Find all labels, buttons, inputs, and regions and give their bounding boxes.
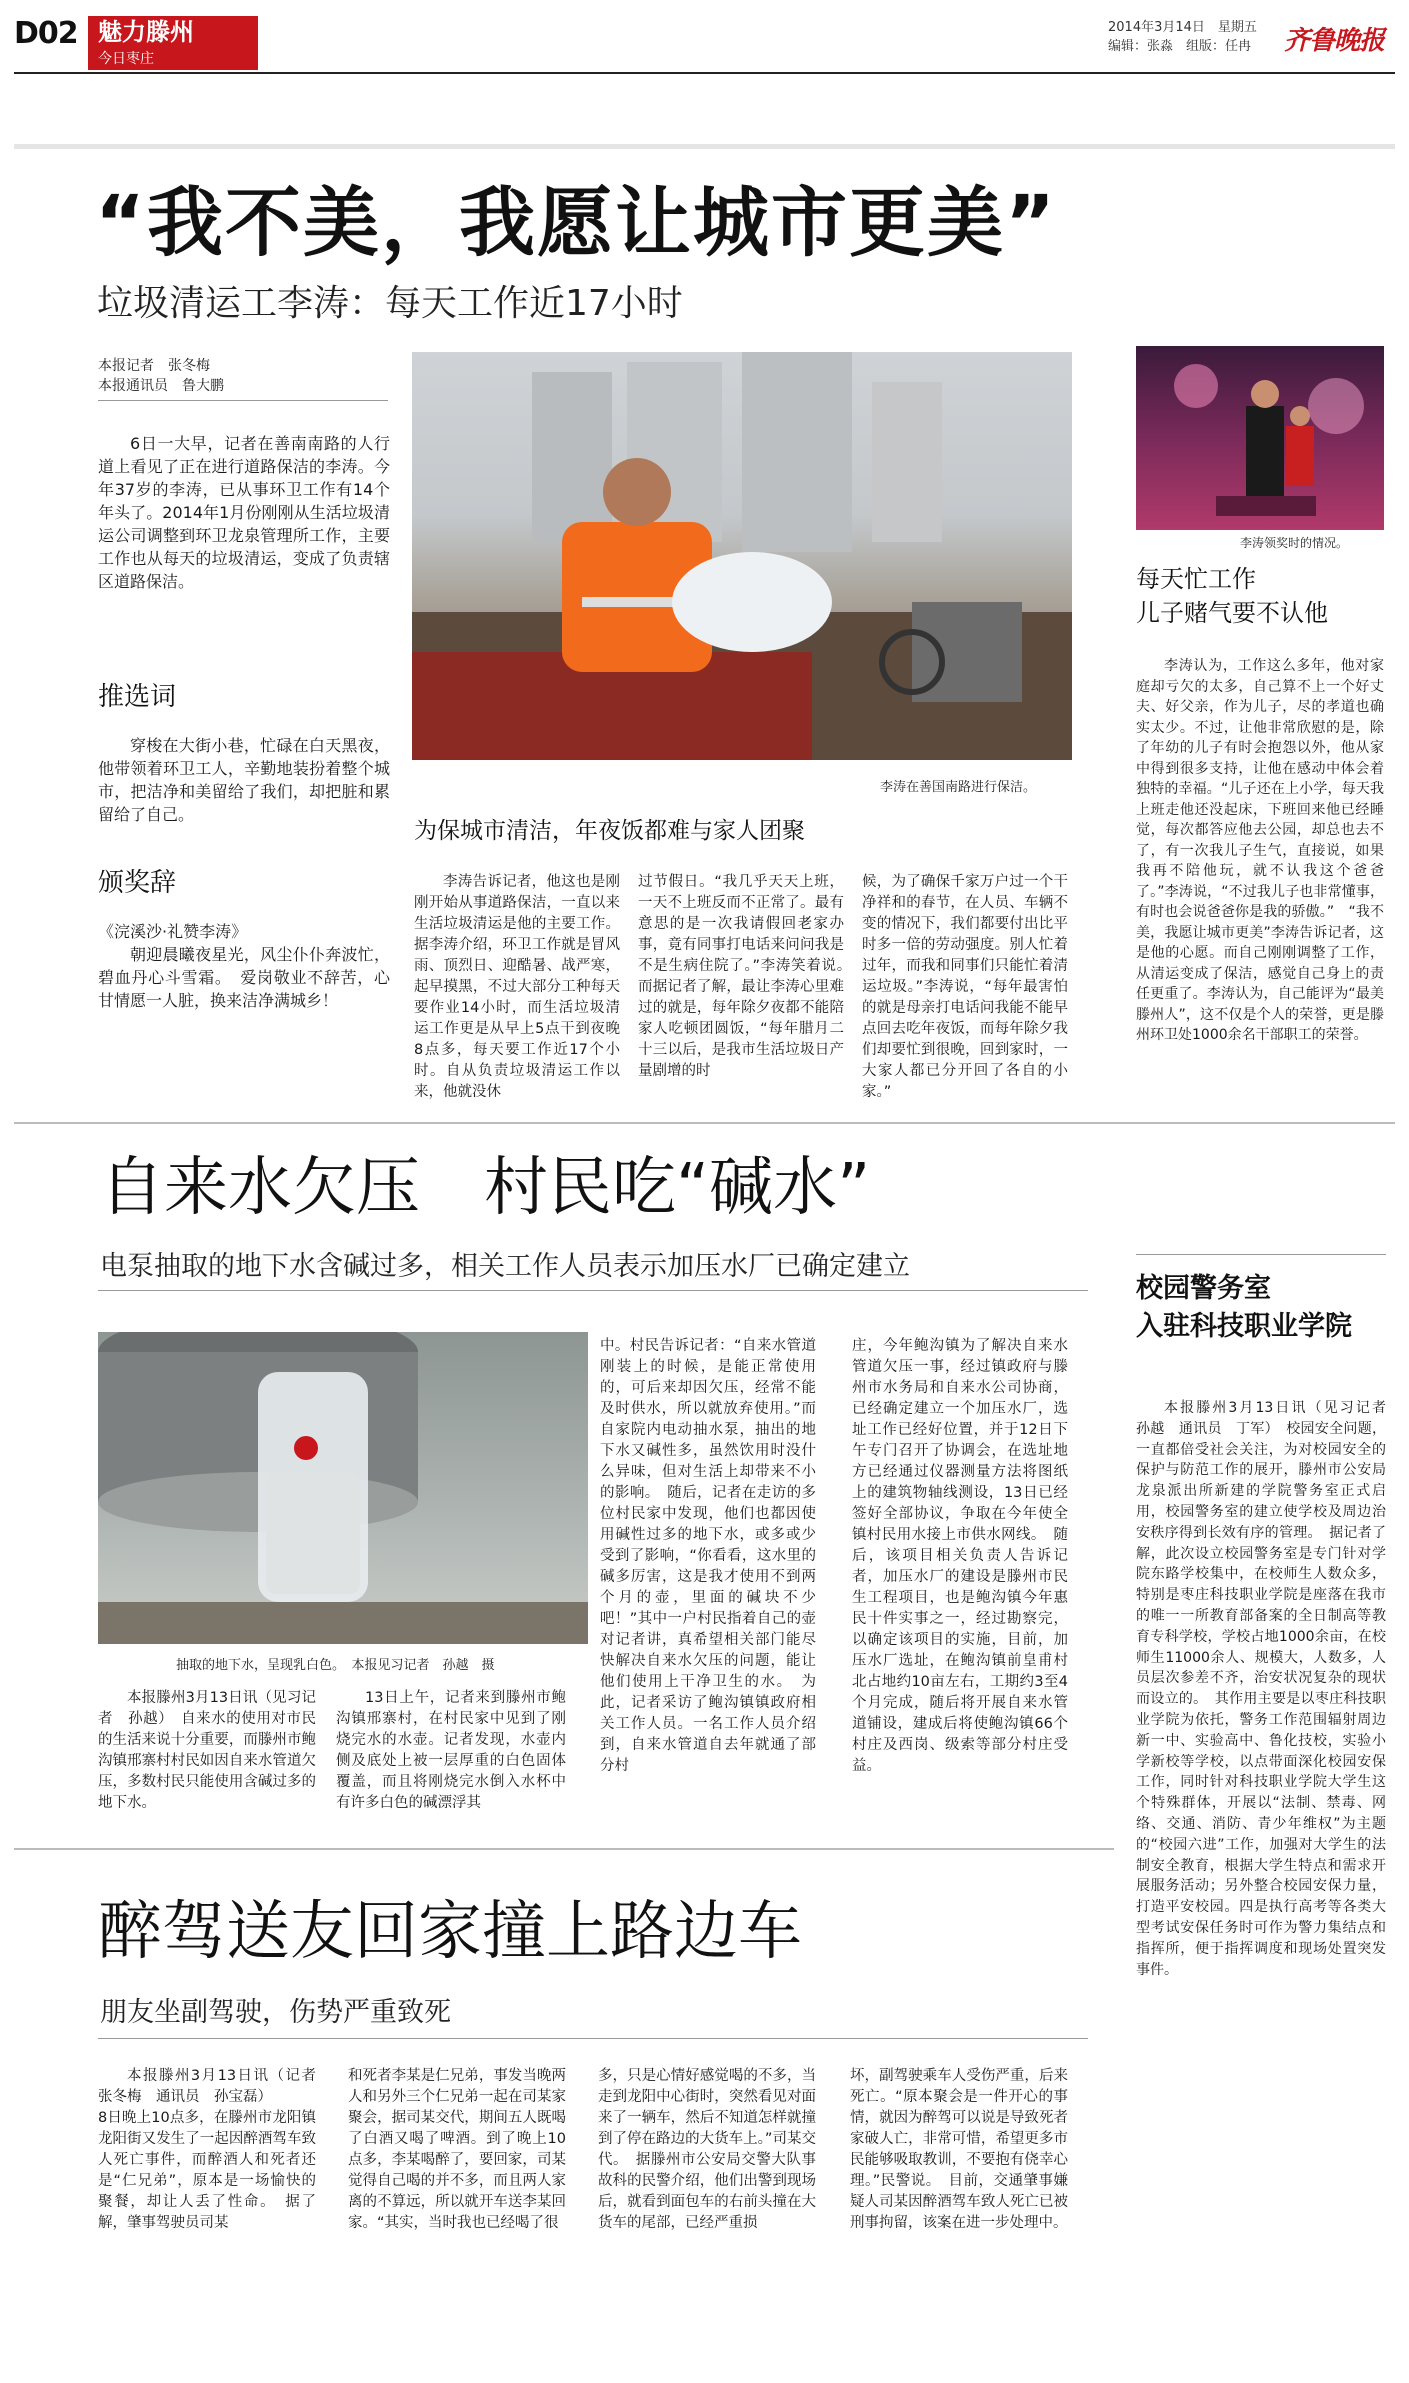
article3-body-col3 bbox=[598, 2066, 816, 2234]
article3-title: 醉驾送友回家撞上路边车 bbox=[98, 1895, 802, 1969]
side-heading-line2: 儿子赌气要不认他 bbox=[1136, 599, 1328, 627]
award-poem-text: 朝迎晨曦夜星光，风尘仆仆奔波忙，碧血丹心斗雪霜。 爱岗敬业不辞苦，心甘情愿一人脏，换来洁净满城乡！ bbox=[98, 945, 390, 1010]
sidebar2-body bbox=[1136, 1398, 1400, 1980]
top-divider bbox=[14, 144, 1395, 149]
byline-rule bbox=[98, 400, 388, 401]
award-poem-title: 《浣溪沙·礼赞李涛》 bbox=[98, 922, 248, 941]
body-paragraph: 李涛告诉记者，他这也是刚刚开始从事道路保洁，一直以来生活垃圾清运是他的主要工作。据李涛介绍，环卫工作就是冒风雨、顶烈日、迎酷暑、战严寒，起早摸黑，不过大部分工种每天要作业14小时，而生活垃圾清运工作更是从早上5点干到夜晚8点多，每天要工作近17个小时。自从负责垃圾清运工作以来，他就没休 bbox=[414, 874, 620, 1100]
subsection-label bbox=[88, 48, 258, 70]
body-paragraph: 和死者李某是仁兄弟，事发当晚两人和另外三个仁兄弟一起在司某家聚会，据司某交代，期间五人既喝了白酒又喝了啤酒。到了晚上10点多，李某喝醉了，要回家，司某觉得自己喝的并不多，而且两人家离的不算远，所以就开车送李某回家。“其实，当时我也已经喝了很 bbox=[348, 2068, 566, 2231]
section-label bbox=[88, 16, 258, 48]
issue-weekday: 星期五 bbox=[1217, 20, 1257, 35]
body-paragraph: 坏，副驾驶乘车人受伤严重，后来死亡。“原本聚会是一件开心的事情，就因为醉驾可以说是导致死者家破人亡，非常可惜，希望更多市民能够吸取教训，不要抱有侥幸心理。”民警说。 目前，交通肇事嫌疑人司某因醉酒驾车致人死亡已被刑事拘留，该案在进一步处理中。 bbox=[850, 2068, 1068, 2231]
body-paragraph: 13日上午，记者来到滕州市鲍沟镇邢寨村，在村民家中见到了刚烧完水的水壶。记者发现，水壶内侧及底处上被一层厚重的白色固体覆盖，而且将刚烧完水倒入水杯中有许多白色的碱漂浮其 bbox=[336, 1690, 566, 1811]
byline-paragraph: 本报滕州3月13日讯（记者 张冬梅 通讯员 孙宝磊） bbox=[98, 2068, 331, 2105]
body-paragraph: 过节假日。“我几乎天天上班，一天不上班反而不正常了。最有意思的是一次我请假回老家办事，竟有同事打电话来问问我是不是生病住院了。”李涛笑着说。 而据记者了解，最让李涛心里难过的就是，每年除夕夜都不能陪家人吃顿团圆饭，“每年腊月二十三以后，是我市生活垃圾日产量剧增的时 bbox=[638, 874, 859, 1079]
article1-body-col2 bbox=[638, 872, 859, 1082]
sidebar2-title-line2: 入驻科技职业学院 bbox=[1136, 1311, 1352, 1342]
article3-rule bbox=[98, 2038, 1088, 2039]
article3-subtitle: 朋友坐副驾驶，伤势严重致死 bbox=[100, 1997, 451, 2028]
article1-body-col1 bbox=[414, 872, 620, 1103]
side-heading bbox=[1136, 562, 1328, 630]
editor-credits: 编辑：张淼 组版：任冉 bbox=[1108, 39, 1252, 54]
recommend-text-block bbox=[98, 734, 390, 826]
lead-paragraph: 本报滕州3月13日讯（见习记者 孙越） 自来水的使用对市民的生活来说十分重要，而滕州市鲍沟镇邢寨村村民如因自来水管道欠压，多数村民只能使用含碱过多的地下水。 bbox=[98, 1690, 316, 1811]
intro-paragraph: 6日一大早，记者在善南南路的人行道上看见了正在进行道路保洁的李涛。今年37岁的李涛，已从事环卫工作有14个年头了。2014年1月份刚刚从生活垃圾清运公司调整到环卫龙泉管理所工作，主要工作也从每天的垃圾清运，变成了负责辖区道路保洁。 bbox=[98, 434, 390, 591]
article1-title: “我不美，我愿让城市更美” bbox=[95, 178, 1057, 267]
recommend-heading: 推选词 bbox=[98, 682, 177, 712]
body-paragraph: 多，只是心情好感觉喝的不多，当走到龙阳中心街时，突然看见对面来了一辆车，然后不知道怎样就撞到了停在路边的大货车上。”司某交代。 据滕州市公安局交警大队事故科的民警介绍，他们出警到现场后，就看到面包车的右前头撞在大货车的尾部，已经严重损 bbox=[598, 2068, 816, 2231]
main-photo-caption: 李涛在善国南路进行保洁。 bbox=[880, 780, 1037, 795]
article2-body-col3 bbox=[600, 1336, 816, 1777]
award-photo bbox=[1136, 346, 1384, 530]
article3-body-col2 bbox=[348, 2066, 566, 2234]
article1-body-col3 bbox=[862, 872, 1068, 1103]
article3-body-col4 bbox=[850, 2066, 1068, 2234]
article3-body-col1 bbox=[98, 2066, 331, 2234]
page-number: D02 bbox=[14, 16, 78, 51]
main-photo bbox=[412, 352, 1072, 760]
sidebar2-title-line1: 校园警务室 bbox=[1136, 1273, 1271, 1304]
award-photo-caption: 李涛领奖时的情况。 bbox=[1240, 536, 1349, 550]
sidebar2-paragraph: 本报滕州3月13日讯（见习记者 孙越 通讯员 丁军） 校园安全问题，一直都倍受社会关注，为对校园安全的保护与防范工作的展开，滕州市公安局龙泉派出所新建的学院警务室正式启用，校园警务室的建立使学校及周边治安秩序得到长效有序的管理。 据记者了解，此次设立校园警务室是专门针对学院东路学校集中，在校师生人数众多，特别是枣庄科技职业学院是座落在我市的唯一一所教育部备案的全日制高等教育专科学校，学校占地1000余亩，在校师生11000余人、规模大，人数多，人员层次参差不齐，治安状况复杂的现状而设立的。 其作用主要是以枣庄科技职业学院为依托，警务工作范围辐射周边新一中、实验高中、鲁化技校，实验小学新校等学校，以点带面深化校园安保工作，同时针对科技职业学院大学生这个特殊群体，开展以“法制、禁毒、网络、交通、消防、青少年维权”为主题的“校园六进”工作，加强对大学生的法制安全教育，根据大学生特点和需求开展服务活动；另外整合校园安保力量，打造平安校园。四是执行高考等各类大型考试安保任务时可作为警力集结点和指挥所，便于指挥调度和现场处置突发事件。 bbox=[1136, 1400, 1400, 1978]
body-paragraph: 候，为了确保千家万户过一个干净祥和的春节，在人员、车辆不变的情况下，我们都要付出比平时多一倍的劳动强度。别人忙着过年，而我和同事们只能忙着清运垃圾。”李涛说，“每年最害怕的就是母亲打电话问我能不能早点回去吃年夜饭，而每年除夕我们却要忙到很晚，回到家时，一大家人都已分开回了各自的小家。” bbox=[862, 874, 1068, 1100]
article1-subtitle: 垃圾清运工李涛：每天工作近17小时 bbox=[97, 283, 683, 324]
section-divider-2 bbox=[14, 1122, 1395, 1124]
section-name: 魅力滕州 bbox=[98, 18, 194, 46]
award-block bbox=[98, 920, 390, 1012]
side-paragraph: 李涛认为，工作这么多年，他对家庭却亏欠的太多，自己算不上一个好丈夫、好父亲，作为儿子，尽的孝道也确实太少。不过，让他非常欣慰的是，除了年幼的儿子有时会抱怨以外，他从家中得到很多支持，让他在感动中体会着独特的幸福。“儿子还在上小学，每天我上班走他还没起床，下班回来他已经睡觉，每次都答应他去公园，却总也去不了，有一次我儿子生气，直接说，如果我再不陪他玩，就不认我这个爸爸了。”李涛说，“不过我儿子也非常懂事，有时也会说爸爸你是我的骄傲。” “我不美，我愿让城市更美”李涛告诉记者，这是他的心愿。而自己刚刚调整了工作，从清运变成了保洁，感觉自己身上的责任更重了。李涛认为，自己能评为“最美滕州人”，这不仅是个人的荣誉，更是滕州环卫处1000余名干部职工的荣誉。 bbox=[1136, 658, 1384, 1043]
body-paragraph: 庄，今年鲍沟镇为了解决自来水管道欠压一事，经过镇政府与滕州市水务局和自来水公司协商，已经确定建立一个加压水厂，选址工作已经好位置，并于12日下午专门召开了协调会，在选址地方已经通过仪器测量方法将图纸上的建筑物轴线测设，13日已经签好全部协议，争取在今年使全镇村民用水接上市供水网线。 随后，该项目相关负责人告诉记者，加压水厂的建设是滕州市民生工程项目，也是鲍沟镇今年惠民十件实事之一，经过勘察完，以确定该项目的实施，目前，加压水厂选址，在鲍沟镇前皇甫村北占地约10亩左右，工期约3至4个月完成，随后将开展自来水管道铺设，建成后将使鲍沟镇66个村庄及西岗、级索等部分村庄受益。 bbox=[852, 1338, 1068, 1774]
sidebar2-top-rule bbox=[1136, 1254, 1386, 1255]
article2-subtitle: 电泵抽取的地下水含碱过多，相关工作人员表示加压水厂已确定建立 bbox=[100, 1251, 910, 1282]
photo-illustration bbox=[412, 352, 1072, 760]
paper-logo: 齐鲁晚报 bbox=[1284, 26, 1385, 56]
masthead-rule bbox=[14, 72, 1395, 74]
section-divider-3 bbox=[14, 1848, 1114, 1850]
article1-byline bbox=[98, 356, 224, 396]
recommend-text: 穿梭在大街小巷，忙碌在白天黑夜，他带领着环卫工人，辛勤地装扮着整个城市，把洁净和美留给了我们，却把脏和累留给了自己。 bbox=[98, 736, 390, 824]
water-photo bbox=[98, 1332, 588, 1644]
byline-reporter: 本报记者 张冬梅 bbox=[98, 358, 210, 374]
article2-body-col2 bbox=[336, 1688, 566, 1814]
subsection-name: 今日枣庄 bbox=[98, 51, 154, 67]
side-body bbox=[1136, 656, 1384, 1046]
article1-intro bbox=[98, 432, 390, 593]
issue-date: 2014年3月14日 bbox=[1108, 20, 1205, 35]
article2-body-col4 bbox=[852, 1336, 1068, 1777]
body-paragraph: 8日晚上10点多，在滕州市龙阳镇龙阳街又发生了一起因醉酒驾车致人死亡事件，而醉酒人和死者还是“仁兄弟”，原本是一场愉快的聚餐，却让人丢了性命。 据了解，肇事驾驶员司某 bbox=[98, 2110, 316, 2231]
article2-title: 自来水欠压 村民吃“碱水” bbox=[100, 1151, 871, 1225]
award-photo-illustration bbox=[1136, 346, 1384, 530]
article2-rule bbox=[98, 1290, 1088, 1291]
water-photo-illustration bbox=[98, 1332, 588, 1644]
byline-correspondent: 本报通讯员 鲁大鹏 bbox=[98, 378, 224, 394]
side-heading-line1: 每天忙工作 bbox=[1136, 565, 1256, 593]
masthead-date-block bbox=[1108, 18, 1278, 56]
body-paragraph: 中。村民告诉记者：“自来水管道刚装上的时候，是能正常使用的，可后来却因欠压，经常不能及时供水，所以就放弃使用。”而自家院内电动抽水泵，抽出的地下水又碱性多，虽然饮用时没什么异味，但对生活上却带来不小的影响。 随后，记者在走访的多位村民家中发现，他们也都因使用碱性过多的地下水，或多或少受到了影响，“你看看，这水里的碱多厉害，这是我才使用不到两个月的壶，里面的碱块不少吧！”其中一户村民指着自己的壶对记者讲，真希望相关部门能尽快解决自来水欠压的问题，能让他们使用上干净卫生的水。 为此，记者采访了鲍沟镇镇政府相关工作人员。一名工作人员介绍到，自来水管道自去年就通了部分村 bbox=[600, 1338, 816, 1774]
sidebar2-title bbox=[1136, 1270, 1352, 1346]
article1-section-heading: 为保城市清洁，年夜饭都难与家人团聚 bbox=[414, 818, 805, 844]
water-photo-caption: 抽取的地下水，呈现乳白色。 本报见习记者 孙越 摄 bbox=[176, 1658, 495, 1673]
award-heading: 颁奖辞 bbox=[98, 868, 177, 898]
article2-lead bbox=[98, 1688, 316, 1814]
